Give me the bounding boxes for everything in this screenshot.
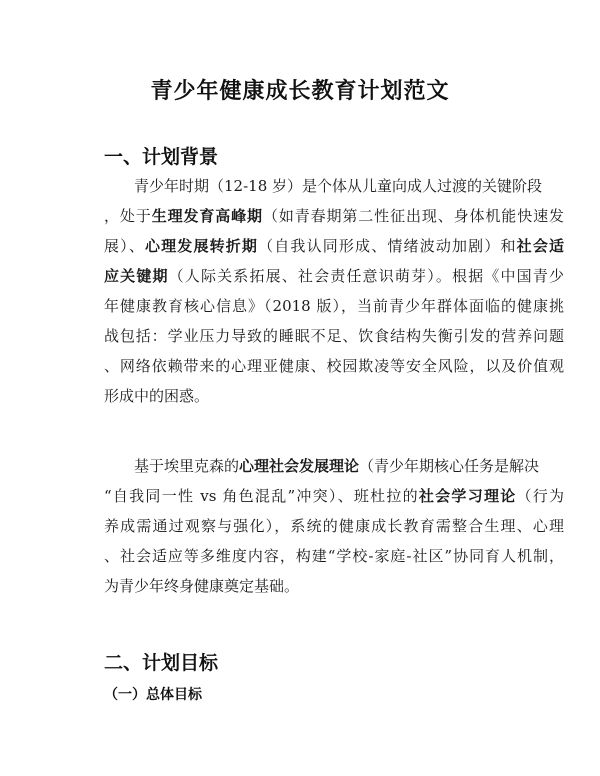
emphasis-text: 社会学习理论 xyxy=(418,487,517,505)
text-line: 、网络依赖带来的心理亚健康、校园欺凌等安全风险，以及价值观 xyxy=(104,357,564,375)
subsection-heading-overall-goals: （一）总体目标 xyxy=(104,687,202,703)
document-title: 青少年健康成长教育计划范文 xyxy=(150,79,450,104)
text-line: 为青少年终身健康奠定基础。 xyxy=(104,577,300,595)
text-line: ，处于生理发育高峰期（如青春期第二性征出现、身体机能快速发 xyxy=(104,207,564,225)
text-line: 、社会适应等多维度内容，构建“学校-家庭-社区”协同育人机制， xyxy=(104,547,564,565)
text-line: 战包括：学业压力导致的睡眠不足、饮食结构失衡引发的营养问题 xyxy=(104,327,564,345)
text-line: 年健康教育核心信息》（2018 版），当前青少年群体面临的健康挑 xyxy=(104,297,564,315)
text-line: “自我同一性 vs 角色混乱”冲突）、班杜拉的社会学习理论（行为 xyxy=(104,487,564,505)
section-heading-goals: 二、计划目标 xyxy=(104,652,219,674)
emphasis-text: 心理发展转折期 xyxy=(144,237,259,255)
text-line: 形成中的困惑。 xyxy=(104,387,210,405)
emphasis-text: 社会适 xyxy=(516,237,564,255)
section-heading-background: 一、计划背景 xyxy=(104,146,219,168)
emphasis-text: 生理发育高峰期 xyxy=(151,207,263,225)
text-line: 展）、心理发展转折期（自我认同形成、情绪波动加剧）和社会适 xyxy=(104,237,564,255)
text-line: 养成需通过观察与强化），系统的健康成长教育需整合生理、心理 xyxy=(104,517,564,535)
text-line: 基于埃里克森的心理社会发展理论（青少年期核心任务是解决 xyxy=(134,457,540,475)
emphasis-text: 心理社会发展理论 xyxy=(239,457,360,475)
text-line: 应关键期（人际关系拓展、社会责任意识萌芽）。根据《中国青少 xyxy=(104,267,564,285)
text-line: 青少年时期（12-18 岁）是个体从儿童向成人过渡的关键阶段 xyxy=(134,177,543,195)
emphasis-text: 应关键期 xyxy=(104,267,169,285)
